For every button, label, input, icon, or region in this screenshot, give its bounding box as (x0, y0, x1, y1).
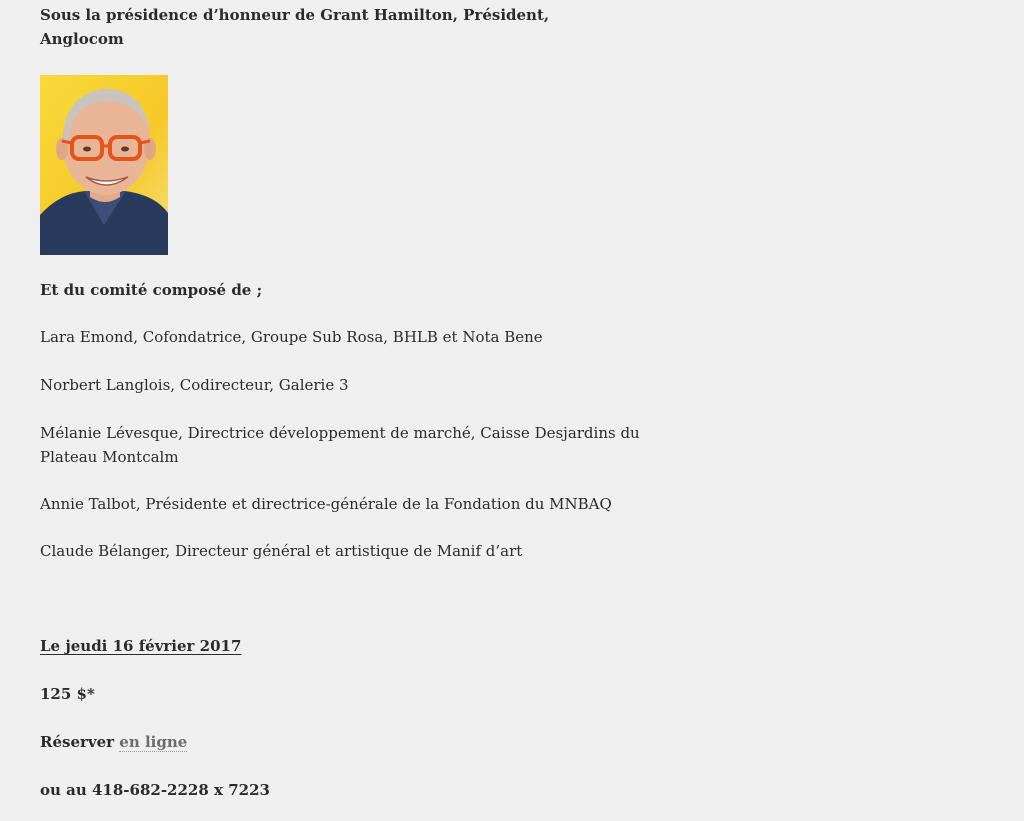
committee-member-continued: Plateau Montcalm (40, 448, 179, 466)
reserve-phone: ou au 418-682-2228 x 7223 (40, 781, 270, 799)
honorary-president-line-2: Anglocom (40, 30, 124, 48)
committee-member: Mélanie Lévesque, Directrice développement de marché, Caisse Desjardins du (40, 424, 640, 442)
reserve-line (40, 730, 187, 754)
reserve-label: Réserver (40, 733, 115, 751)
committee-member: Lara Emond, Cofondatrice, Groupe Sub Rosa, BHLB et Nota Bene (40, 328, 543, 346)
event-price: 125 $* (40, 685, 95, 703)
portrait-photo (40, 75, 168, 255)
committee-member: Norbert Langlois, Codirecteur, Galerie 3 (40, 376, 349, 394)
reserve-online-link[interactable]: en ligne (119, 733, 188, 751)
committee-member: Annie Talbot, Présidente et directrice-générale de la Fondation du MNBAQ (40, 495, 612, 513)
committee-heading: Et du comité composé de ; (40, 281, 263, 299)
committee-member: Claude Bélanger, Directeur général et artistique de Manif d’art (40, 542, 523, 560)
event-date: Le jeudi 16 février 2017 (40, 637, 242, 655)
honorary-president-line-1: Sous la présidence d’honneur de Grant Hamilton, Président, (40, 6, 550, 24)
